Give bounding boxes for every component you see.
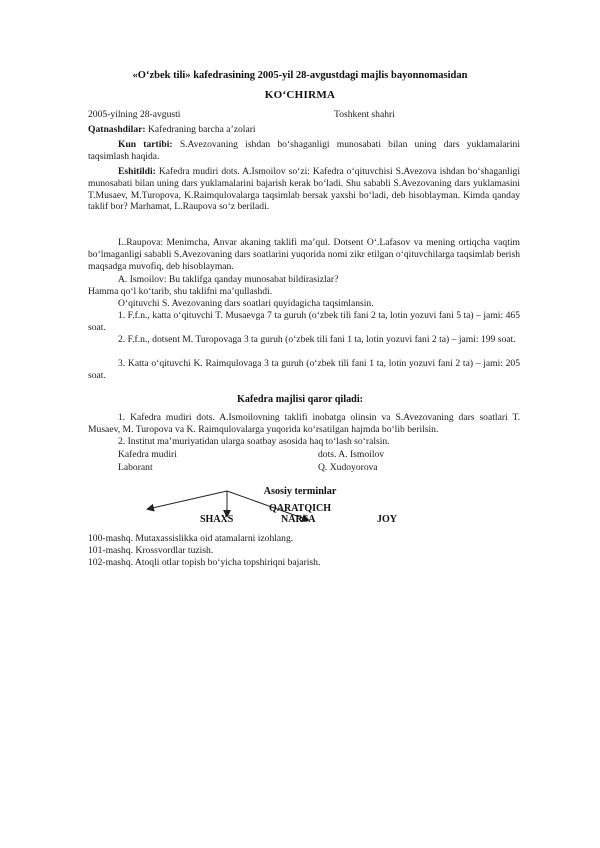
heard-text: Kafedra mudiri dots. A.Ismoilov so‘zi: Kafedra o‘qituvchisi S.Avezova ishdan bo‘shaganligi munosabati bilan uning dars yuklamalarini bajarish kerak bo‘ladi. Shu sababli S.Avezovaning dars yuklamasini T.Musaev, M.Turopova, K.Raimqulovalarga taqsimlab bersak yaxshi bo‘ladi, deb hisoblayman. Kimda qanday taklif bor? Marhamat, L.Raupova so‘z beriladi. [88,166,520,213]
decision-item-1: 1. Kafedra mudiri dots. A.Ismoilovning taklifi inobatga olinsin va S.Avezovaning dars soatlari T. Musaev, M. Turopova va K. Raimqulovalarga yuqorida ko‘rsatilgan hajmda bo‘lib berilsin. [88,412,520,435]
raupova-paragraph: L.Raupova: Menimcha, Anvar akaning taklifi ma’qul. Dotsent O‘.Lafasov va mening ortiqcha vaqtim bo‘lmaganligi sababli S.Avezovaning dars soatlarini yuqorida nomi zikr etilgan o‘qituvchilarga taqsimlab berish maqsadga muvofiq, deb hisoblayman. [88,237,520,272]
meeting-place: Toshkent shahri [334,109,395,120]
ismoilov-question: A. Ismoilov: Bu taklifga qanday munosabat bildirasizlar? [118,274,339,285]
exercise-102: 102-mashq. Atoqli otlar topish bo‘yicha topshiriqni bajarish. [88,557,321,568]
connector-to-shaxs [148,491,227,509]
participants-label: Qatnashdilar: [88,124,146,135]
diagram-node-shaxs: SHAXS [200,514,234,525]
decision-item-2: 2. Institut ma’muriyatidan ularga soatbay asosida haq to‘lash so‘ralsin. [118,436,390,447]
distribution-item-3: 3. Katta o‘qituvchi K. Raimqulovaga 3 ta guruh (o‘zbek tili fani 1 ta, lotin yozuvi fani 2 ta) – jami: 205 soat. [88,358,520,381]
distribution-item-2: 2. F.f.n., dotsent M. Turopovaga 3 ta guruh (o‘zbek tili fani 1 ta, lotin yozuvi fani 2 ta) – jami: 199 soat. [118,334,516,345]
terms-heading: Asosiy terminlar [263,486,337,497]
decision-heading: Kafedra majlisi qaror qiladi: [236,394,364,405]
diagram-node-narsa: NARSA [281,514,316,525]
all-agree-line: Hamma qo‘l ko‘tarib, shu taklifni ma’qullashdi. [88,286,273,297]
diagram-root-node: QARATQICH [268,503,332,514]
document-title: «O‘zbek tili» kafedrasining 2005-yil 28-avgustdagi majlis bayonnomasidan [132,70,468,81]
participants-text: Kafedraning barcha a’zolari [147,124,256,135]
agenda-text: S.Avezovaning ishdan bo‘shaganligi munosabati bilan uning dars yuklamalarini taqsimlash haqida. [88,139,521,162]
signature-name-1: dots. A. Ismoilov [318,449,385,460]
document-subtitle: KO‘CHIRMA [264,89,336,101]
signature-role-1: Kafedra mudiri [118,449,177,460]
exercise-101: 101-mashq. Krossvordlar tuzish. [88,545,214,556]
distribution-item-1: 1. F.f.n., katta o‘qituvchi T. Musaevga 7 ta guruh (o‘zbek tili fani 2 ta, lotin yozuvi fani 5 ta) – jami: 465 soat. [88,310,520,333]
heard-label: Eshitildi: [118,166,156,177]
exercise-100: 100-mashq. Mutaxassislikka oid atamalarni izohlang. [88,533,294,544]
signature-role-2: Laborant [118,462,153,473]
diagram-node-joy: JOY [377,514,397,525]
agenda-label: Kun tartibi: [118,139,173,150]
signature-name-2: Q. Xudoyorova [318,462,378,473]
distribution-line: O‘qituvchi S. Avezovaning dars soatlari quyidagicha taqsimlansin. [118,298,374,309]
meeting-date: 2005-yilning 28-avgusti [88,109,181,120]
